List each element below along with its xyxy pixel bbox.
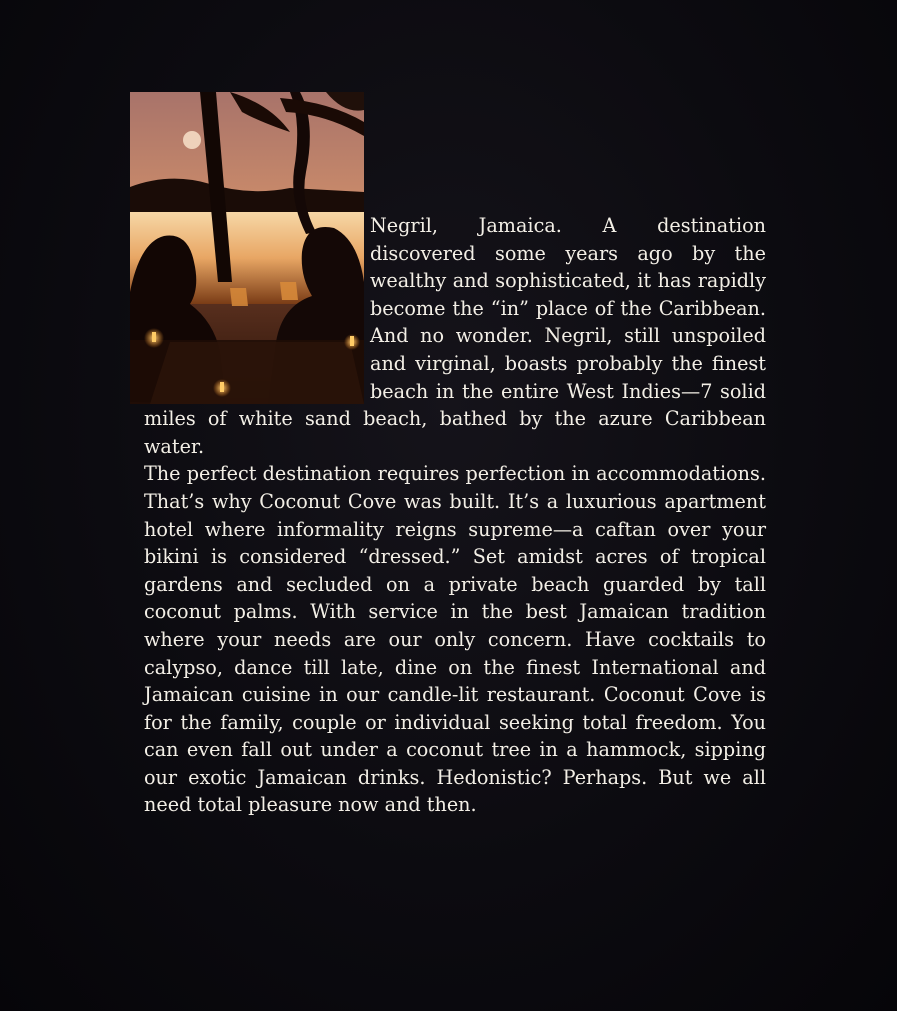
paragraph-coconut-cove: The perfect destination requires perfection in accommodations. That’s why Coconut Cove was built. It’s a luxurious apartment hotel where informality reigns supreme—a caftan over your bikini is considered “dressed.” Set amidst acres of tropical gardens and secluded on a private beach guarded by tall coconut palms. With service in the best Jamaican tradition where your needs are our only concern. Have cocktails to calypso, dance till late, dine on the finest International and Jamaican cuisine in our candle-lit restaurant. Coconut Cove is for the family, couple or individual seeking total freedom. You can even fall out under a coconut tree in a hammock, sipping our exotic Jamaican drinks. Hedonistic? Perhaps. But we all need total pleasure now and then. [144, 462, 766, 817]
paragraph-intro: Negril, Jamaica. A destination discovered some years ago by the wealthy and sophisticated, it has rapidly become the “in” place of the Caribbean. And no wonder. Negril, still unspoiled and virginal, boasts probably the finest beach in the entire West Indies—7 solid miles of white sand beach, bathed by the azure Caribbean water. [144, 214, 766, 458]
article-body [144, 212, 766, 819]
photo-wrap-spacer [144, 212, 370, 405]
